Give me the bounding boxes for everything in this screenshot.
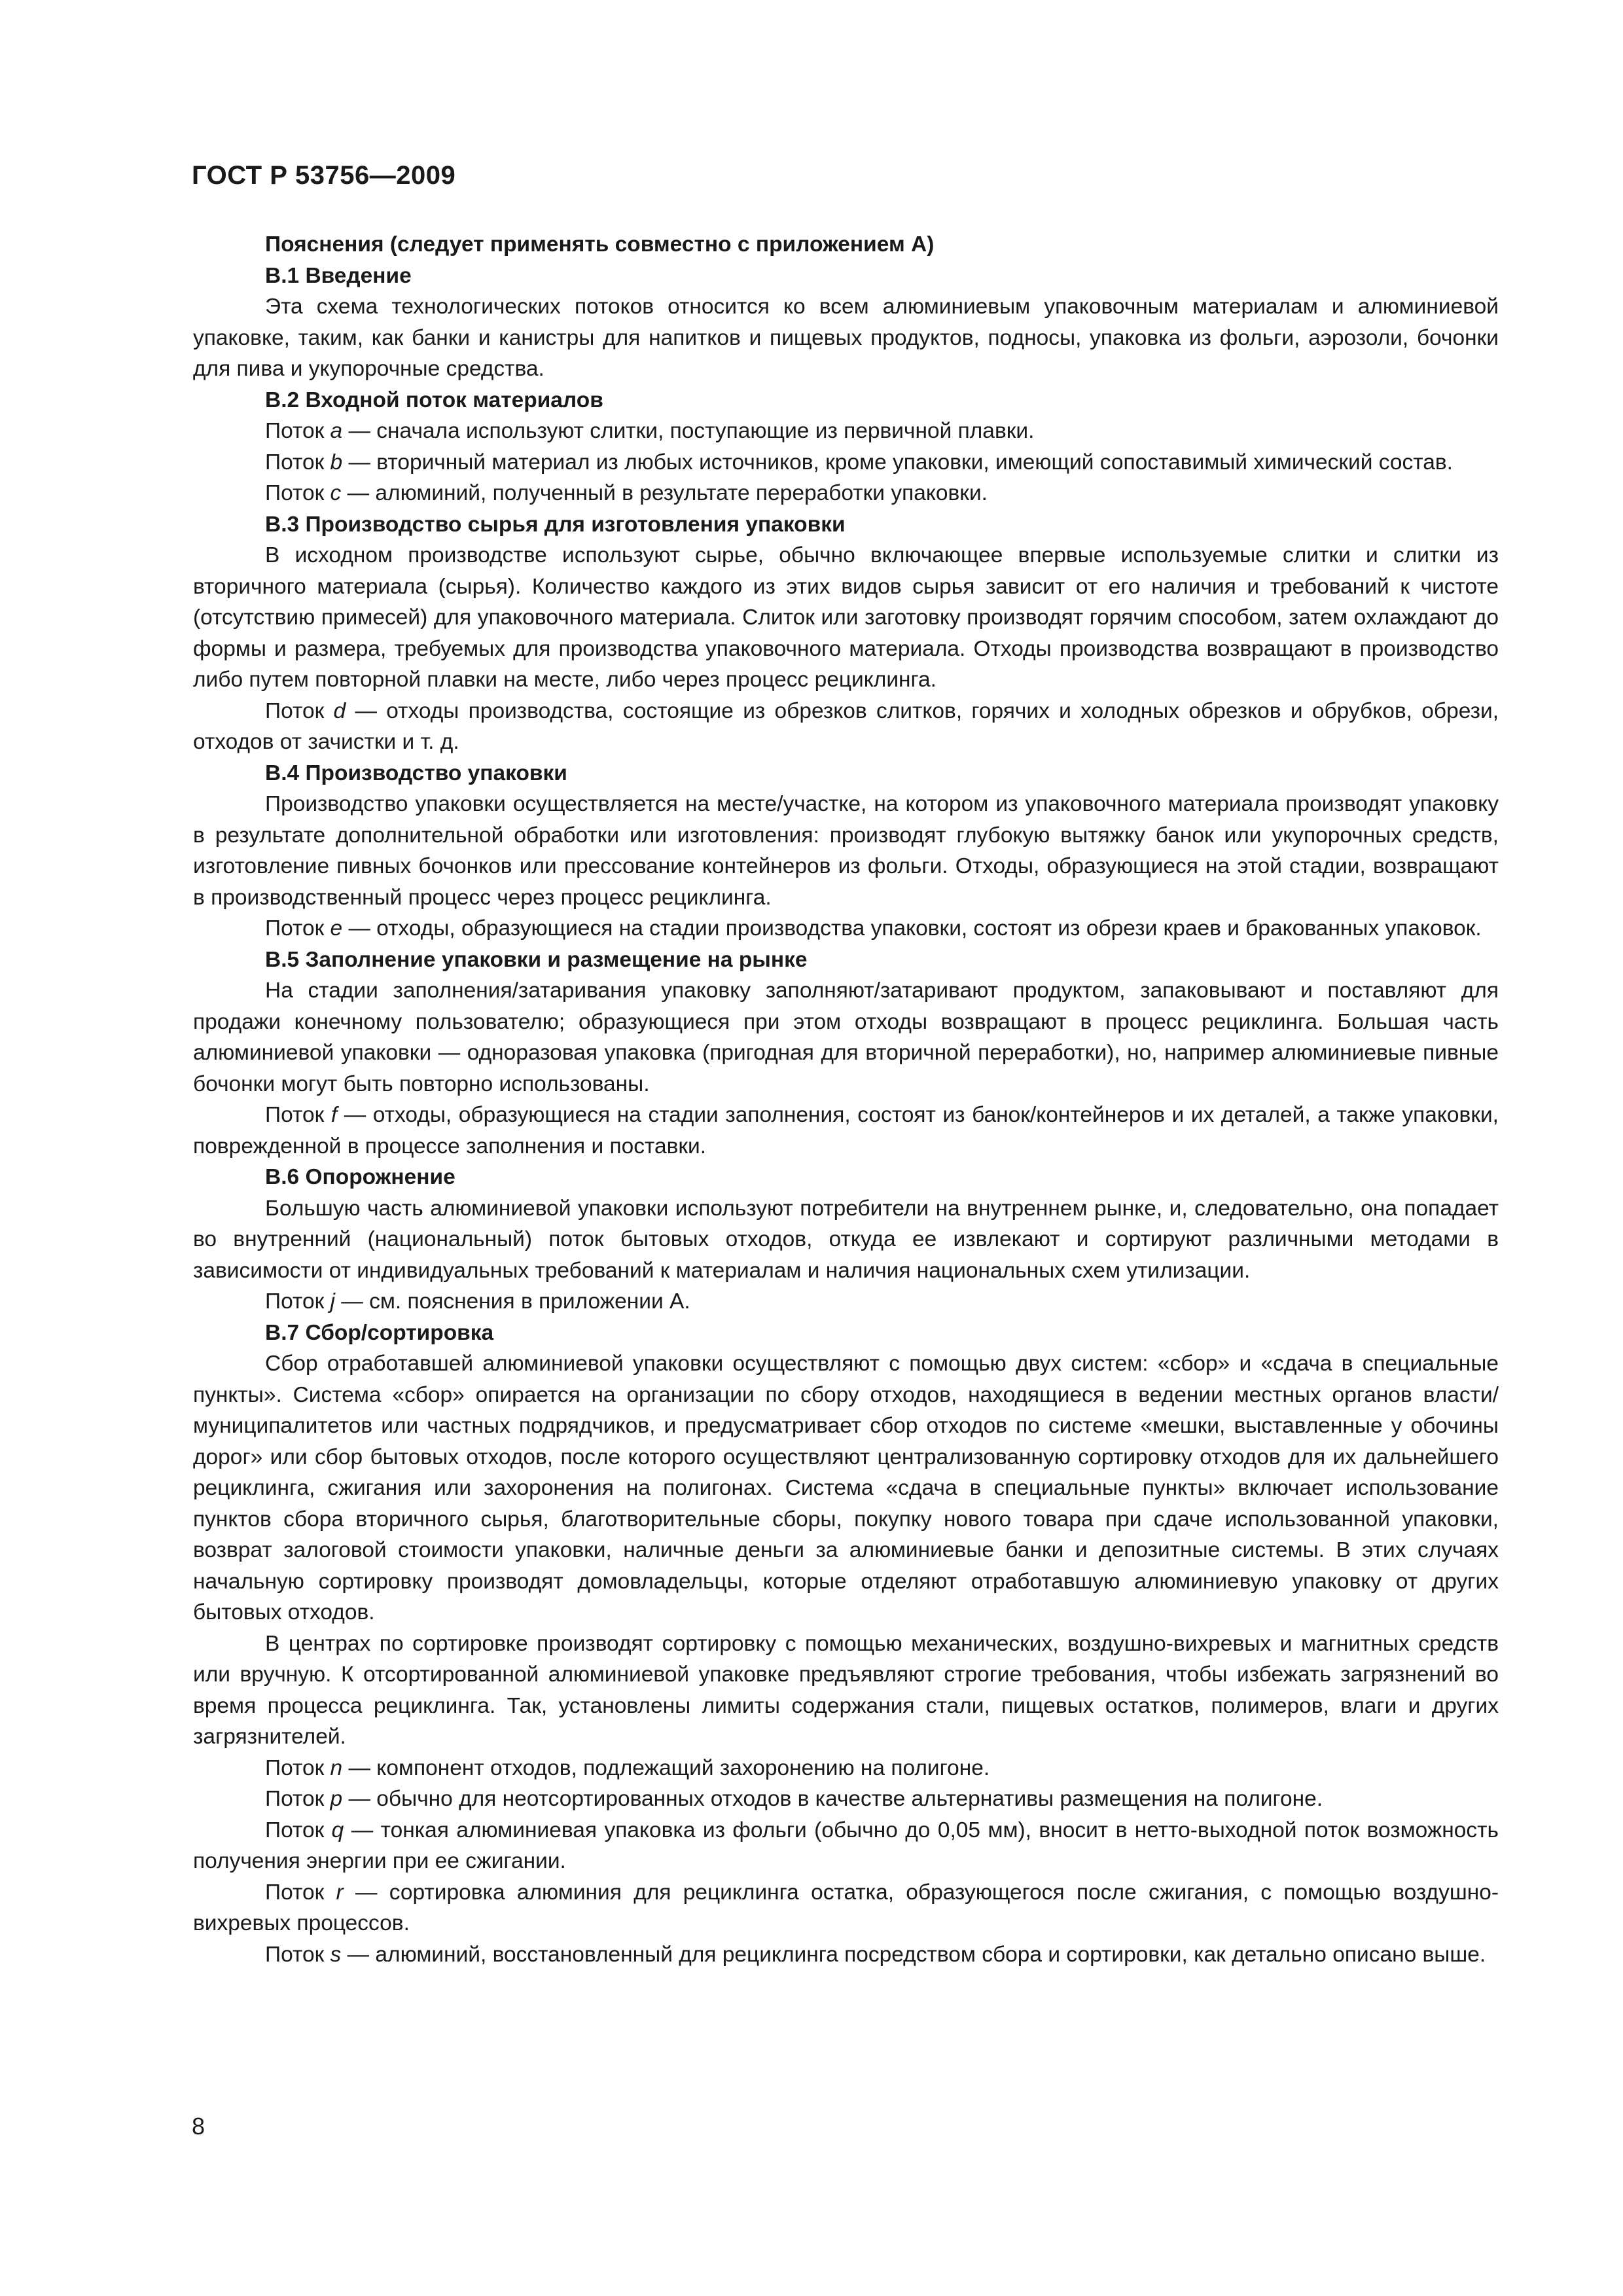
section-paragraph: Поток d — отходы производства, состоящие из обрезков слитков, горячих и холодных обрезков и обрубков, обрези, отходов от зачистки и т. д.	[193, 698, 1499, 754]
section-paragraph: Поток n — компонент отходов, подлежащий захоронению на полигоне.	[265, 1755, 990, 1780]
section-heading: В.2 Входной поток материалов	[265, 387, 603, 412]
section-paragraph: Поток r — сортировка алюминия для рециклинга остатка, образующегося после сжигания, с помощью воздушно-вихревых процессов.	[193, 1880, 1499, 1935]
section-paragraph: Производство упаковки осуществляется на месте/участке, на котором из упаковочного материала производят упаковку в результате дополнительной обработки или изготовления: производят глубокую вытяжку банок или укупорочных средств, изготовление пивных бочонков или прессование контейнеров из фольги. Отходы, образующиеся на этой стадии, возвращают в производственный процесс через процесс рециклинга.	[193, 792, 1499, 910]
document-body	[193, 229, 1499, 1970]
flow-letter: p	[330, 1787, 343, 1811]
section-paragraph: Поток j — см. пояснения в приложении А.	[265, 1289, 690, 1314]
section-paragraph: Поток s — алюминий, восстановленный для рециклинга посредством сбора и сортировки, как детально описано выше.	[265, 1942, 1486, 1967]
flow-letter: e	[330, 916, 343, 941]
section-paragraph: Поток p — обычно для неотсортированных отходов в качестве альтернативы размещения на полигоне.	[265, 1787, 1323, 1811]
flow-letter: s	[330, 1942, 342, 1967]
section-paragraph: В центрах по сортировке производят сортировку с помощью механических, воздушно-вихревых и магнитных средств или вручную. К отсортированной алюминиевой упаковке предъявляют строгие требования, чтобы избежать загрязнений во время процесса рециклинга. Так, установлены лимиты содержания стали, пищевых остатков, полимеров, влаги и других загрязнителей.	[193, 1631, 1499, 1749]
section-paragraph: Эта схема технологических потоков относится ко всем алюминиевым упаковочным материалам и алюминиевой упаковке, таким, как банки и канистры для напитков и пищевых продуктов, подносы, упаковка из фольги, аэрозоли, бочонки для пива и укупорочные средства.	[193, 295, 1499, 381]
section-paragraph: Поток b — вторичный материал из любых источников, кроме упаковки, имеющий сопоставимый химический состав.	[265, 450, 1453, 475]
section-paragraph: Поток e — отходы, образующиеся на стадии производства упаковки, состоят из обрези краев и бракованных упаковок.	[265, 916, 1482, 941]
page-number: 8	[192, 2113, 205, 2140]
flow-letter: r	[336, 1880, 344, 1905]
flow-letter: f	[330, 1103, 338, 1127]
section-heading: В.4 Производство упаковки	[265, 761, 567, 785]
document-header: ГОСТ Р 53756—2009	[192, 161, 456, 190]
section-paragraph: Большую часть алюминиевой упаковки используют потребители на внутреннем рынке, и, следовательно, она попадает во внутренний (национальный) поток бытовых отходов, откуда ее извлекают и сортируют различными методами в зависимости от индивидуальных требований к материалам и наличия национальных схем утилизации.	[193, 1196, 1499, 1283]
flow-letter: d	[333, 698, 346, 723]
flow-letter: a	[330, 419, 343, 443]
section-paragraph: Поток c — алюминий, полученный в результате переработки упаковки.	[265, 481, 988, 505]
flow-letter: n	[330, 1755, 343, 1780]
section-heading: В.1 Введение	[265, 263, 412, 288]
section-paragraph: На стадии заполнения/затаривания упаковку заполняют/затаривают продуктом, запаковывают и поставляют для продажи конечному пользователю; образующиеся при этом отходы возвращают в процесс рециклинга. Большая часть алюминиевой упаковки — одноразовая упаковка (пригодная для вторичной переработки), но, например алюминиевые пивные бочонки могут быть повторно использованы.	[193, 978, 1499, 1096]
section-paragraph: Сбор отработавшей алюминиевой упаковки осуществляют с помощью двух систем: «сбор» и «сдача в специальные пункты». Система «сбор» опирается на организации по сбору отходов, находящиеся в ведении местных органов власти/муниципалитетов или частных подрядчиков, и предусматривает сбор отходов по системе «мешки, выставленные у обочины дорог» или сбор бытовых отходов, после которого осуществляют централизованную сортировку отходов для их дальнейшего рециклинга, сжигания или захоронения на полигонах. Система «сдача в специальные пункты» включает использование пунктов сбора вторичного сырья, благотворительные сборы, покупку нового товара при сдаче использованной упаковки, возврат залоговой стоимости упаковки, наличные деньги за алюминиевые банки и депозитные системы. В этих случаях начальную сортировку производят домовладельцы, которые отделяют отработавшую алюминиевую упаковку от других бытовых отходов.	[193, 1352, 1499, 1624]
section-heading: В.6 Опорожнение	[265, 1165, 455, 1189]
flow-letter: j	[330, 1289, 335, 1314]
section-paragraph: Поток q — тонкая алюминиевая упаковка из фольги (обычно до 0,05 мм), вносит в нетто-выходной поток возможность получения энергии при ее сжигании.	[193, 1818, 1499, 1873]
flow-letter: c	[330, 481, 342, 505]
section-paragraph: Поток f — отходы, образующиеся на стадии заполнения, состоят из банок/контейнеров и их деталей, а также упаковки, поврежденной в процессе заполнения и поставки.	[193, 1103, 1499, 1158]
section-heading: В.5 Заполнение упаковки и размещение на рынке	[265, 947, 808, 972]
section-paragraph: Поток a — сначала используют слитки, поступающие из первичной плавки.	[265, 419, 1035, 443]
explanations-heading: Пояснения (следует применять совместно с приложением А)	[265, 232, 935, 257]
section-heading: В.3 Производство сырья для изготовления упаковки	[265, 512, 846, 537]
section-paragraph: В исходном производстве используют сырье, обычно включающее впервые используемые слитки и слитки из вторичного материала (сырья). Количество каждого из этих видов сырья зависит от его наличия и требований к чистоте (отсутствию примесей) для упаковочного материала. Слиток или заготовку производят горячим способом, затем охлаждают до формы и размера, требуемых для производства упаковочного материала. Отходы производства возвращают в производство либо путем повторной плавки на месте, либо через процесс рециклинга.	[193, 543, 1499, 692]
flow-letter: b	[330, 450, 343, 475]
section-heading: В.7 Сбор/сортировка	[265, 1320, 494, 1345]
flow-letter: q	[331, 1818, 344, 1842]
